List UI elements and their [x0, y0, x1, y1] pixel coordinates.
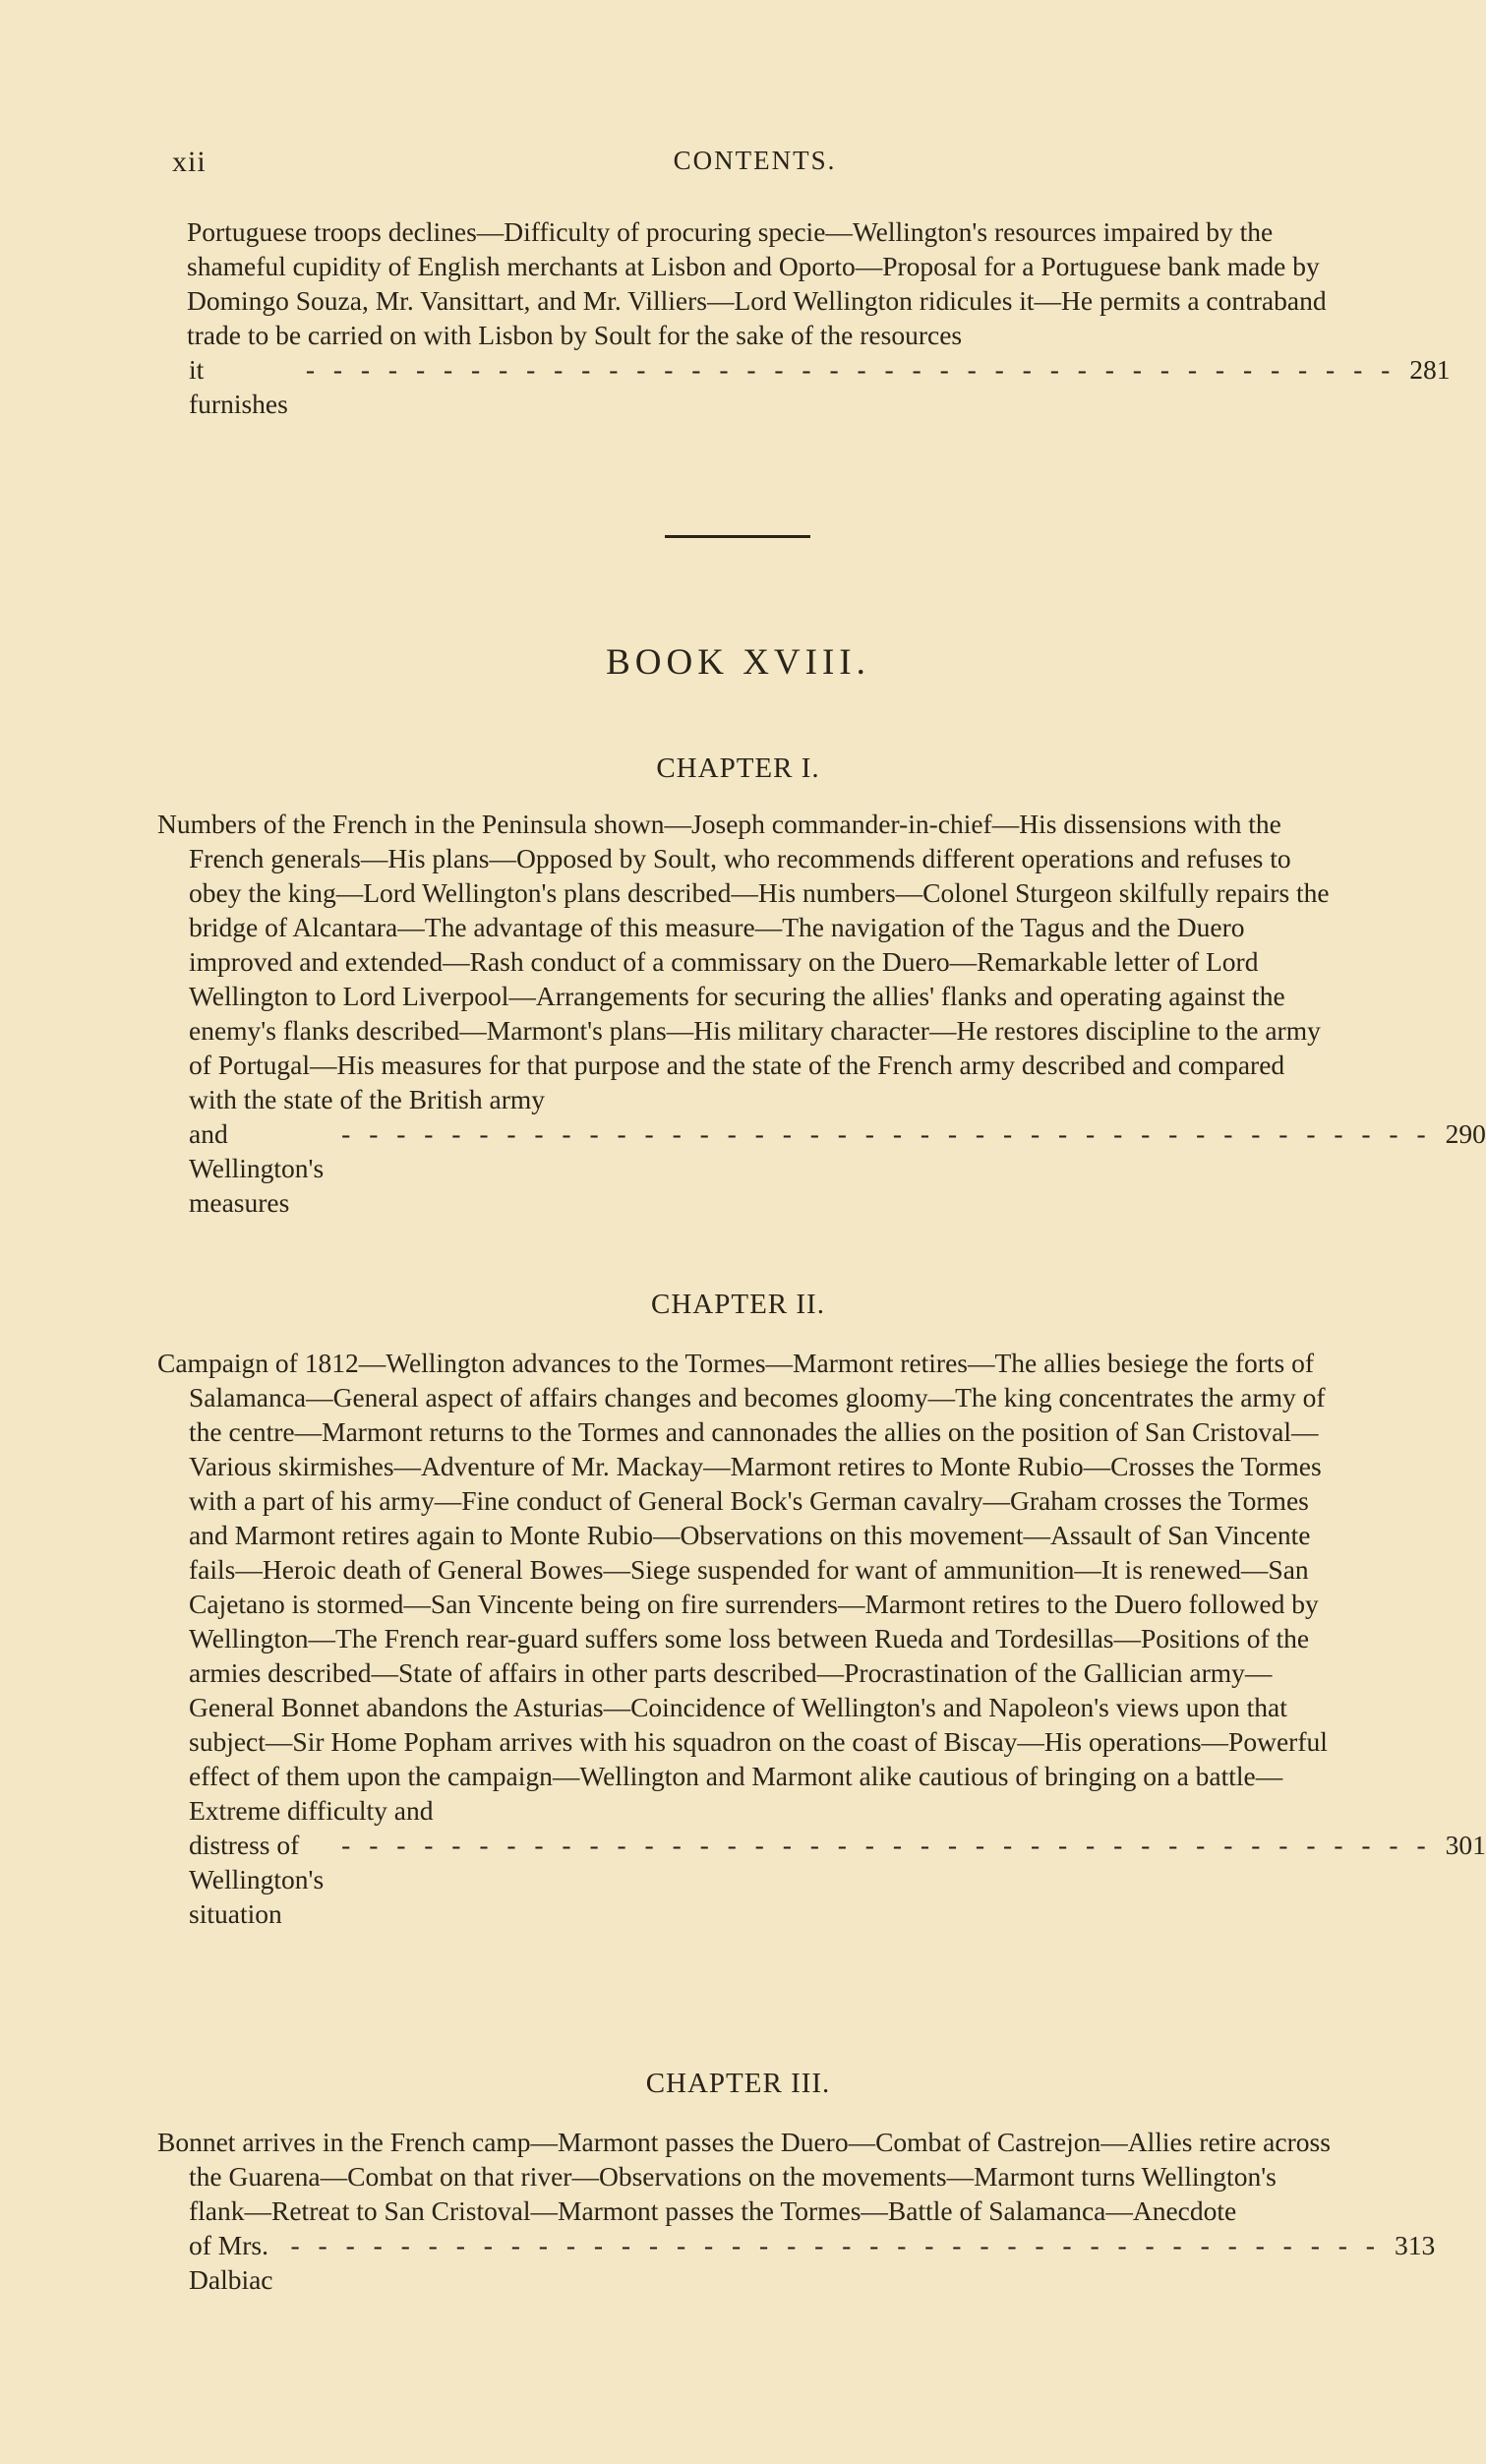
dot-leader: - - - - - - - - - - - - - - - - - - - - - - - - - - - - - - - - - - - - - - - -	[341, 1830, 1432, 1860]
entry-page-number: 313	[1394, 2230, 1436, 2260]
entry-page-number: 290	[1445, 1118, 1486, 1149]
running-head	[172, 146, 1337, 185]
contents-entry	[157, 807, 1486, 1220]
entry-text: Portuguese troops declines—Difficulty of procuring specie—Wellington's resources impaired by the shameful cupidity of English merchants at Lisbon and Oporto—Proposal for a Portuguese bank made by Domingo Souza, Mr. Vansittart, and Mr. Villiers—Lord Wellington ridicules it—He permits a contraband trade to be carried on with Lisbon by Soult for the sake of the resources	[187, 216, 1327, 350]
running-title: CONTENTS.	[673, 146, 837, 175]
entry-last-line	[157, 352, 1451, 421]
dot-leader: - - - - - - - - - - - - - - - - - - - - - - - - - - - - - - - - - - - - - - - -	[341, 1118, 1432, 1149]
entry-page-number: 281	[1409, 354, 1451, 385]
entry-text: Campaign of 1812—Wellington advances to the Tormes—Marmont retires—The allies besiege the forts of Salamanca—General aspect of affairs changes and becomes gloomy—The king concentrates the army of the centre—Marmont returns to the Tormes and cannonades the allies on the position of San Cristoval—Various skirmishes—Adventure of Mr. Mackay—Marmont retires to Monte Rubio—Crosses the Tormes with a part of his army—Fine conduct of General Bock's German cavalry—Graham crosses the Tormes and Marmont retires again to Monte Rubio—Observations on this movement—Assault of San Vincente fails—Heroic death of General Bowes—Siege suspended for want of ammunition—It is renewed—San Cajetano is stormed—San Vincente being on fire surrenders—Marmont retires to the Duero followed by Wellington—The French rear-guard suffers some loss between Rueda and Tordesillas—Positions of the armies described—State of affairs in other parts described—Procrastination of the Gallician army—General Bonnet abandons the Asturias—Coincidence of Wellington's and Napoleon's views upon that subject—Sir Home Popham arrives with his squadron on the coast of Biscay—His operations—Powerful effect of them upon the campaign—Wellington and Marmont alike cautious of bringing on a battle—Extreme difficulty and	[157, 1348, 1328, 1826]
entry-page-number: 301	[1445, 1830, 1486, 1860]
page-number: xii	[172, 146, 207, 178]
chapter-title: CHAPTER II.	[651, 1289, 825, 1320]
entry-last-text: and Wellington's measures	[189, 1118, 325, 1218]
entry-last-text: distress of Wellington's situation	[189, 1830, 325, 1929]
entry-last-line	[157, 2228, 1436, 2297]
contents-entry	[157, 1346, 1486, 1931]
dot-leader: - - - - - - - - - - - - - - - - - - - - - - - - - - - - - - - - - - - - - - - -	[305, 354, 1397, 385]
entry-text: Bonnet arrives in the French camp—Marmont passes the Duero—Combat of Castrejon—Allies retire across the Guarena—Combat on that river—Observations on the movements—Marmont turns Wellington's flank—Retreat to San Cristoval—Marmont passes the Tormes—Battle of Salamanca—Anecdote	[157, 2127, 1331, 2226]
contents-entry-continued	[157, 214, 1451, 421]
entry-text: Numbers of the French in the Peninsula shown—Joseph commander-in-chief—His dissensions with the French generals—His plans—Opposed by Soult, who recommends different operations and refuses to obey the king—Lord Wellington's plans described—His numbers—Colonel Sturgeon skilfully repairs the bridge of Alcantara—The advantage of this measure—The navigation of the Tagus and the Duero improved and extended—Rash conduct of a commissary on the Duero—Remarkable letter of Lord Wellington to Lord Liverpool—Arrangements for securing the allies' flanks and operating against the enemy's flanks described—Marmont's plans—His military character—He restores discipline to the army of Portugal—His measures for that purpose and the state of the French army described and compared with the state of the British army	[157, 809, 1330, 1114]
entry-last-text: of Mrs. Dalbiac	[189, 2230, 273, 2295]
section-divider	[665, 535, 810, 538]
entry-last-line	[157, 1116, 1486, 1220]
contents-entry	[157, 2125, 1436, 2297]
entry-last-text: it furnishes	[189, 354, 288, 419]
entry-last-line	[157, 1828, 1486, 1931]
chapter-title: CHAPTER I.	[656, 752, 820, 784]
book-title: BOOK XVIII.	[606, 642, 870, 683]
dot-leader: - - - - - - - - - - - - - - - - - - - - - - - - - - - - - - - - - - - - - - - -	[290, 2230, 1381, 2260]
chapter-title: CHAPTER III.	[645, 2068, 831, 2099]
